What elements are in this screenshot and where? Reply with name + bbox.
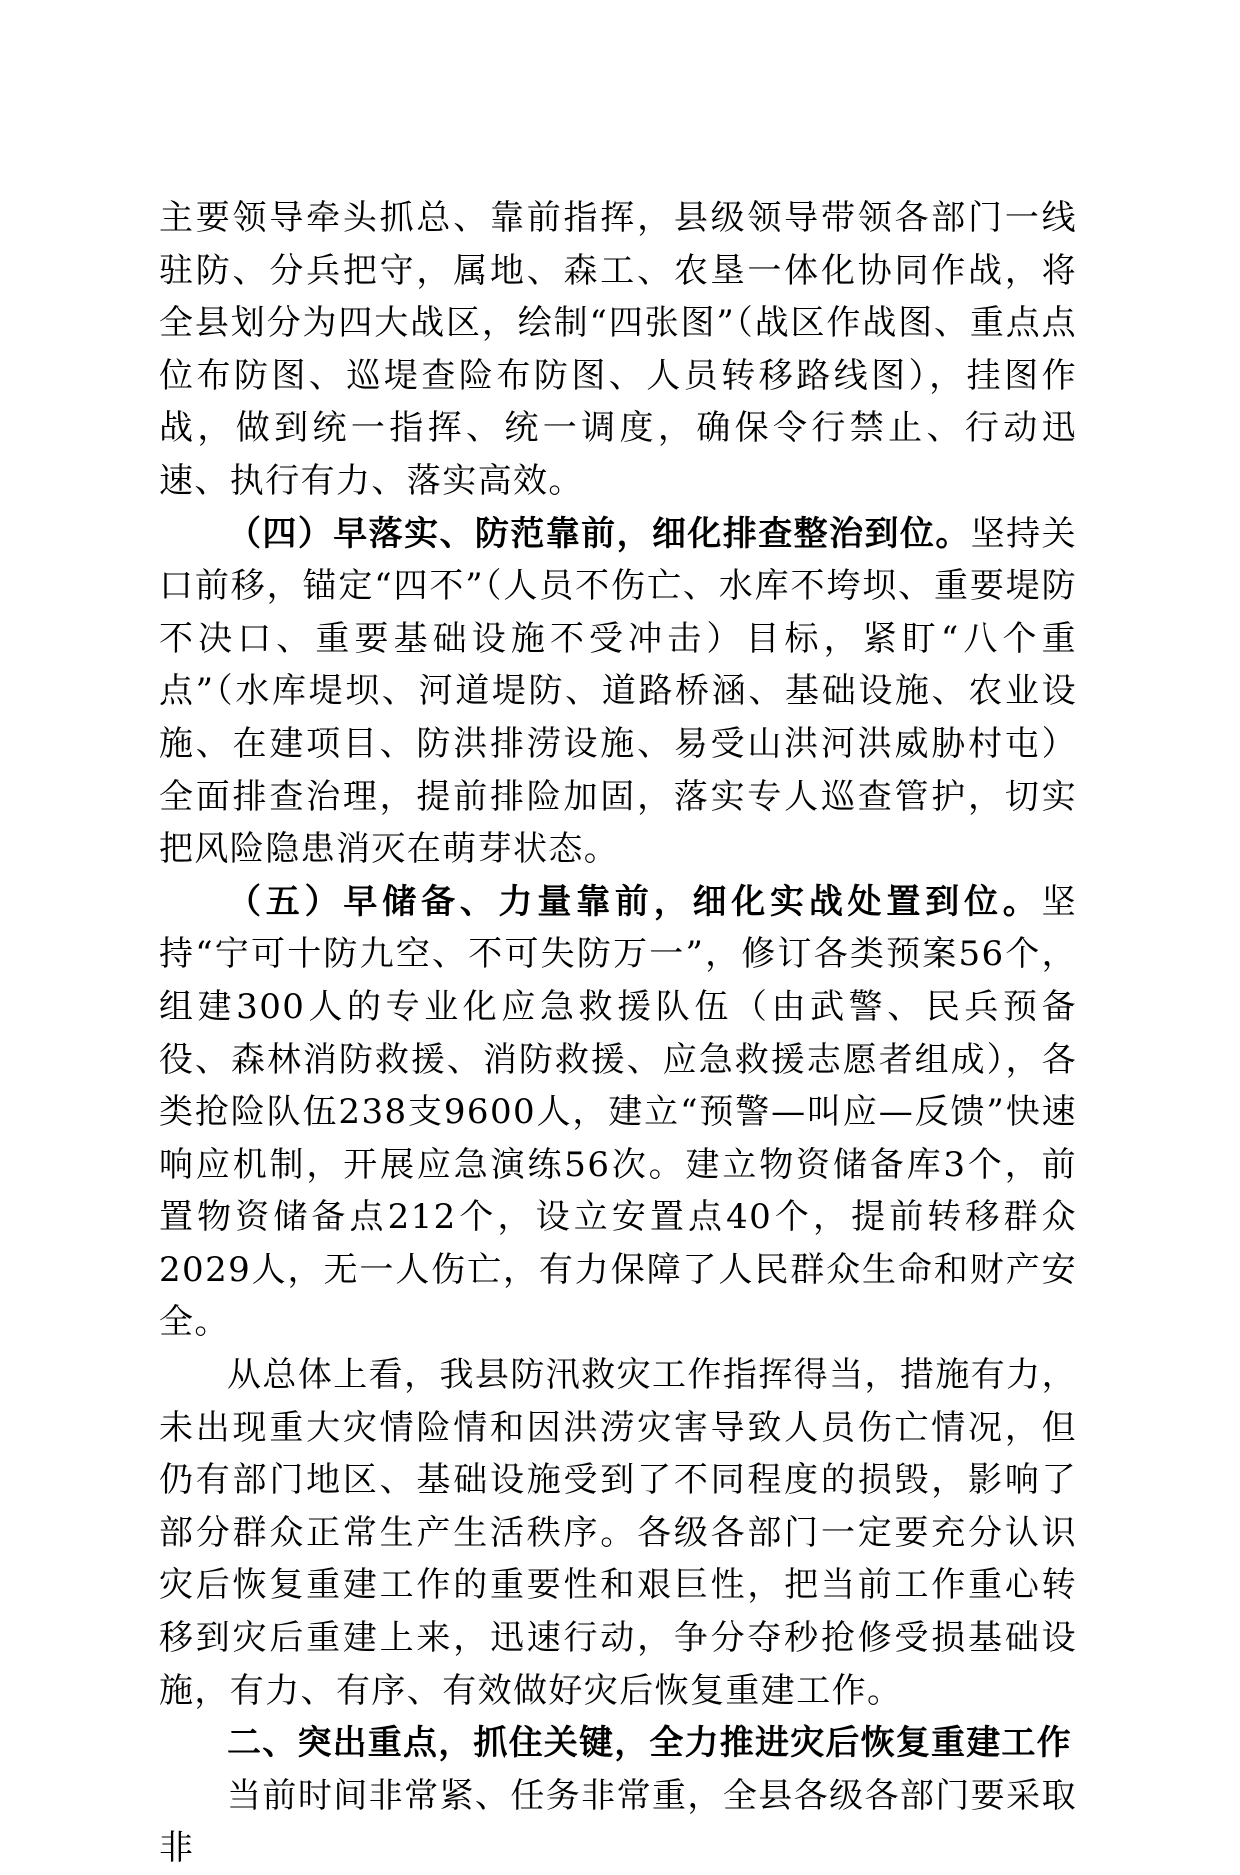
paragraph-risk-inspection	[159, 508, 1077, 876]
paragraph-text: 主要领导牵头抓总、靠前指挥，县级领导带领各部门一线驻防、分兵把守，属地、森工、农垦一体化协同作战，将全县划分为四大战区，绘制“四张图”（战区作战图、重点点位布防图、巡堤查险布防图、人员转移路线图），挂图作战，做到统一指挥、统一调度，确保令行禁止、行动迅速、执行有力、落实高效。	[159, 198, 1077, 501]
paragraph-lead-heading: （四）早落实、防范靠前，细化排查整治到位。	[227, 513, 971, 554]
document-body	[159, 192, 1077, 1875]
paragraph-text: 当前时间非常紧、任务非常重，全县各级各部门要采取非	[159, 1775, 1077, 1869]
section-heading: 二、突出重点，抓住关键，全力推进灾后恢复重建工作	[227, 1723, 1072, 1764]
paragraph-closing	[159, 1770, 1077, 1875]
paragraph-reserve-forces	[159, 876, 1077, 1349]
paragraph-command-structure	[159, 192, 1077, 508]
paragraph-text: 坚持关口前移，锚定“四不”（人员不伤亡、水库不垮坝、重要堤防不决口、重要基础设施不受冲击）目标，紧盯“八个重点”（水库堤坝、河道堤防、道路桥涵、基础设施、农业设施、在建项目、防洪排涝设施、易受山洪河洪威胁村屯）全面排查治理，提前排险加固，落实专人巡查管护，切实把风险隐患消灭在萌芽状态。	[159, 513, 1077, 870]
paragraph-text: 坚持“宁可十防九空、不可失防万一”，修订各类预案56个，组建300人的专业化应急救援队伍（由武警、民兵预备役、森林消防救援、消防救援、应急救援志愿者组成），各类抢险队伍238支9600人，建立“预警—叫应—反馈”快速响应机制，开展应急演练56次。建立物资储备库3个，前置物资储备点212个，设立安置点40个，提前转移群众2029人，无一人伤亡，有力保障了人民群众生命和财产安全。	[159, 881, 1077, 1343]
paragraph-lead-heading: （五）早储备、力量靠前，细化实战处置到位。	[227, 881, 1042, 922]
paragraph-overall-summary	[159, 1349, 1077, 1717]
paragraph-text: 从总体上看，我县防汛救灾工作指挥得当，措施有力，未出现重大灾情险情和因洪涝灾害导致人员伤亡情况，但仍有部门地区、基础设施受到了不同程度的损毁，影响了部分群众正常生产生活秩序。各级各部门一定要充分认识灾后恢复重建工作的重要性和艰巨性，把当前工作重心转移到灾后重建上来，迅速行动，争分夺秒抢修受损基础设施，有力、有序、有效做好灾后恢复重建工作。	[159, 1355, 1077, 1711]
